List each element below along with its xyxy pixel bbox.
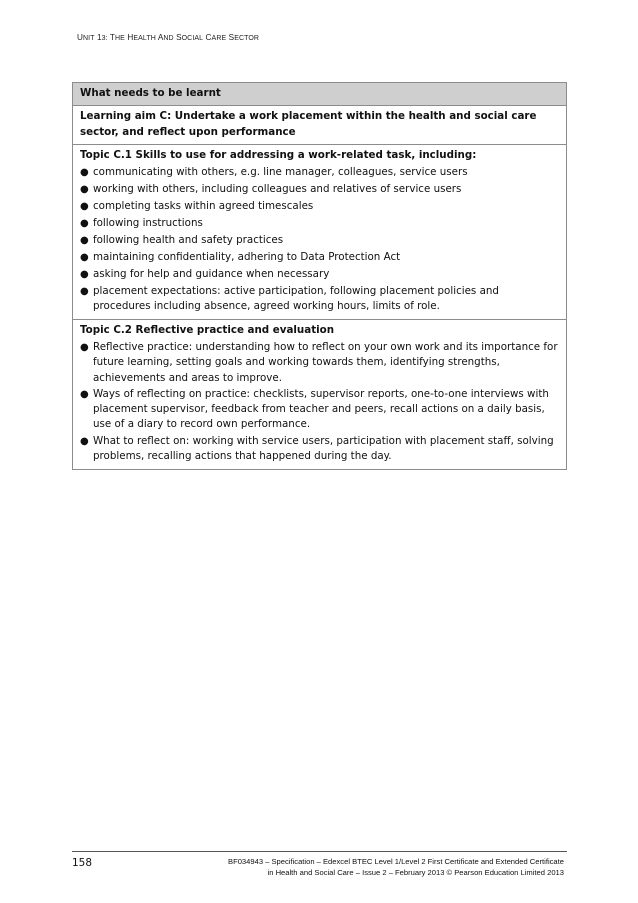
table-header-row	[73, 83, 567, 106]
list-item	[80, 182, 559, 197]
list-item-text: communicating with others, e.g. line manager, colleagues, service users	[93, 166, 468, 179]
list-item-text: Reflective practice: understanding how to reflect on your own work and its importance for future learning, setting goals and working towards them, identifying strengths, achievements and areas to improve.	[93, 340, 558, 384]
topic-c1-list	[80, 165, 559, 314]
learning-aim-title: Learning aim C: Undertake a work placement within the health and social care sector, and reflect upon performance	[73, 106, 567, 145]
bullet-icon: ●	[80, 435, 89, 447]
list-item	[80, 267, 559, 282]
list-item-text: What to reflect on: working with service users, participation with placement staff, solving problems, recalling actions that happened during the day.	[93, 434, 554, 463]
footer-line-2: in Health and Social Care – Issue 2 – February 2013 © Pearson Education Limited 2013	[267, 868, 564, 877]
topic-c1-row	[73, 144, 567, 319]
list-item-text: following instructions	[93, 217, 203, 230]
list-item-text: working with others, including colleagues and relatives of service users	[93, 183, 462, 196]
footer-citation	[144, 856, 564, 878]
topic-c2-list	[80, 340, 559, 464]
list-item-text: following health and safety practices	[93, 234, 284, 247]
list-item	[80, 387, 559, 433]
list-item	[80, 199, 559, 214]
topic-c1-title: Topic C.1 Skills to use for addressing a work-related task, including:	[80, 148, 477, 161]
list-item	[80, 434, 559, 465]
bullet-icon: ●	[80, 252, 89, 264]
list-item	[80, 340, 559, 386]
unit-label: UNIT 13: THE HEALTH AND SOCIAL CARE SECTOR	[77, 33, 260, 42]
list-item	[80, 216, 559, 231]
bullet-icon: ●	[80, 218, 89, 230]
topic-c2-row	[73, 319, 567, 470]
list-item-text: asking for help and guidance when necessary	[93, 268, 330, 281]
footer-divider	[72, 851, 567, 852]
list-item	[80, 284, 559, 315]
list-item-text: completing tasks within agreed timescales	[93, 200, 314, 213]
topic-c2-title: Topic C.2 Reflective practice and evaluation	[80, 323, 335, 336]
bullet-icon: ●	[80, 286, 89, 298]
list-item	[80, 250, 559, 265]
table-header: What needs to be learnt	[73, 83, 567, 106]
learning-aim-row	[73, 106, 567, 145]
bullet-icon: ●	[80, 184, 89, 196]
topic-c1-cell	[73, 144, 567, 319]
bullet-icon: ●	[80, 269, 89, 281]
list-item-text: maintaining confidentiality, adhering to Data Protection Act	[93, 251, 401, 264]
bullet-icon: ●	[80, 167, 89, 179]
bullet-icon: ●	[80, 235, 89, 247]
list-item-text: placement expectations: active participation, following placement policies and procedures including absence, agreed working hours, limits of role.	[93, 285, 499, 313]
running-head	[77, 33, 259, 42]
footer-line-1: BF034943 – Specification – Edexcel BTEC Level 1/Level 2 First Certificate and Extended Certificate	[228, 857, 564, 866]
list-item	[80, 233, 559, 248]
bullet-icon: ●	[80, 201, 89, 213]
list-item	[80, 165, 559, 180]
bullet-icon: ●	[80, 388, 89, 400]
bullet-icon: ●	[80, 341, 89, 353]
list-item-text: Ways of reflecting on practice: checklists, supervisor reports, one-to-one interviews with placement supervisor, feedback from teacher and peers, recall actions on a daily basis, use of a diary to record own performance.	[93, 387, 549, 431]
content-table	[72, 82, 567, 470]
page-number: 158	[72, 857, 93, 869]
topic-c2-cell	[73, 319, 567, 470]
